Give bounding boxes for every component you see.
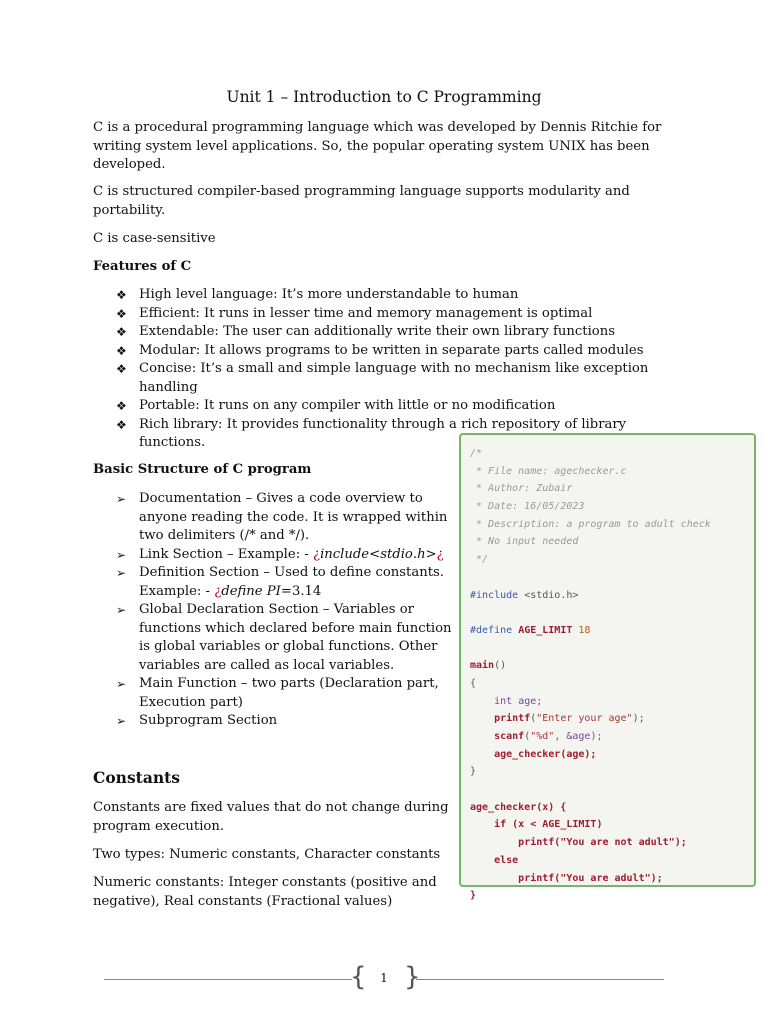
code-main-line: main() xyxy=(470,660,507,672)
diamond-bullet-icon: ❖ xyxy=(116,288,127,302)
code-define-line: #define AGE_LIMIT 18 xyxy=(470,624,591,636)
code-scanf-line: scanf("%d", &age); xyxy=(494,731,603,742)
intro-paragraph-1: C is a procedural programming language which was developed by Dennis Ritchie for writing system level applications. So, the popular operating system UNIX has been developed. xyxy=(93,120,662,172)
code-snippet-box xyxy=(459,433,756,902)
code-comment-line: */ xyxy=(470,554,489,566)
footer-rule-left xyxy=(104,979,352,980)
code-comment-line: * Author: Zubair xyxy=(470,483,573,495)
list-item: ➢ Link Section – Example: - ¿include<stdio.h>¿ xyxy=(93,546,453,565)
list-item: ➢ Documentation – Gives a code overview to anyone reading the code. It is wrapped within two delimiters (/* and */). xyxy=(116,491,448,543)
features-heading: Features of C xyxy=(93,259,192,274)
list-item: ❖ Extendable: The user can additionally write their own library functions xyxy=(93,323,653,342)
list-item: ➢ Global Declaration Section – Variables or functions which declared before main function is global variables or global functions. Other variables are called as local variables. xyxy=(116,602,452,673)
code-blank-line xyxy=(470,604,746,622)
code-comment-line: /* xyxy=(470,448,483,459)
code-blank-line xyxy=(470,640,746,658)
code-else-line: else xyxy=(494,854,519,866)
list-item: ❖ Concise: It’s a small and simple language with no mechanism like exception handling xyxy=(116,361,649,395)
code-include-line: #include <stdio.h> xyxy=(470,589,579,601)
list-item: ❖ Portable: It runs on any compiler with little or no modification xyxy=(93,397,653,416)
intro-paragraph-2: C is structured compiler-based programming language supports modularity and portability. xyxy=(93,184,630,218)
diamond-bullet-icon: ❖ xyxy=(116,362,127,376)
arrow-bullet-icon: ➢ xyxy=(116,547,127,562)
list-item: ❖ Modular: It allows programs to be written in separate parts called modules xyxy=(93,342,653,361)
code-printf-line: printf("You are adult"); xyxy=(518,872,663,884)
arrow-bullet-icon: ➢ xyxy=(116,492,127,506)
list-item: ➢ Subprogram Section xyxy=(93,712,453,731)
code-comment-line: * Date: 16/05/2023 xyxy=(470,501,585,513)
page-title: Unit 1 – Introduction to C Programming xyxy=(226,88,542,106)
features-list xyxy=(93,286,653,453)
code-brace-line: { xyxy=(470,677,477,689)
code-if-line: if (x < AGE_LIMIT) xyxy=(494,819,603,831)
intro-paragraph-3: C is case-sensitive xyxy=(93,231,216,246)
code-call-line: age_checker(age); xyxy=(494,748,597,760)
list-item: ➢ Main Function – two parts (Declaration part, Execution part) xyxy=(116,676,439,710)
diamond-bullet-icon: ❖ xyxy=(116,399,127,413)
constants-paragraph-1: Constants are fixed values that do not change during program execution. xyxy=(93,800,449,834)
code-brace-line: } xyxy=(470,766,477,778)
code-declaration-line: int age; xyxy=(494,695,543,707)
diamond-bullet-icon: ❖ xyxy=(116,306,127,321)
arrow-bullet-icon: ➢ xyxy=(116,677,127,691)
constants-heading: Constants xyxy=(93,768,181,787)
structure-list xyxy=(93,490,453,731)
diamond-bullet-icon: ❖ xyxy=(116,343,127,358)
arrow-bullet-icon: ➢ xyxy=(116,603,127,617)
footer-left-brace: { xyxy=(350,962,367,992)
code-comment-line: * No input needed xyxy=(470,536,579,548)
list-item: ➢ Definition Section – Used to define constants. Example: - ¿define PI=3.14 xyxy=(116,565,444,599)
page-number: 1 xyxy=(380,971,388,985)
code-comment-line: * Description: a program to adult check xyxy=(470,518,711,530)
list-item: ❖ High level language: It’s more understandable to human xyxy=(93,286,653,305)
arrow-bullet-icon: ➢ xyxy=(116,566,127,580)
diamond-bullet-icon: ❖ xyxy=(116,417,127,432)
code-function-def-line: age_checker(x) { xyxy=(470,801,567,813)
list-item: ❖ Efficient: It runs in lesser time and memory management is optimal xyxy=(93,305,653,324)
arrow-bullet-icon: ➢ xyxy=(116,714,127,728)
diamond-bullet-icon: ❖ xyxy=(116,325,127,339)
code-comment-line: * File name: agechecker.c xyxy=(470,465,627,477)
footer-right-brace: } xyxy=(404,962,421,992)
code-blank-line xyxy=(470,781,746,799)
footer-rule-right xyxy=(416,979,664,980)
list-item: ❖ Rich library: It provides functionality through a rich repository of library functions. xyxy=(116,416,627,450)
code-brace-line: } xyxy=(470,890,477,902)
constants-paragraph-3: Numeric constants: Integer constants (positive and negative), Real constants (Fractional values) xyxy=(93,875,437,909)
code-printf-line: printf("You are not adult"); xyxy=(518,837,687,849)
code-blank-line xyxy=(470,569,746,587)
structure-heading: Basic Structure of C program xyxy=(93,462,312,477)
constants-paragraph-2: Two types: Numeric constants, Character constants xyxy=(93,847,441,862)
code-printf-line: printf("Enter your age"); xyxy=(494,713,645,725)
